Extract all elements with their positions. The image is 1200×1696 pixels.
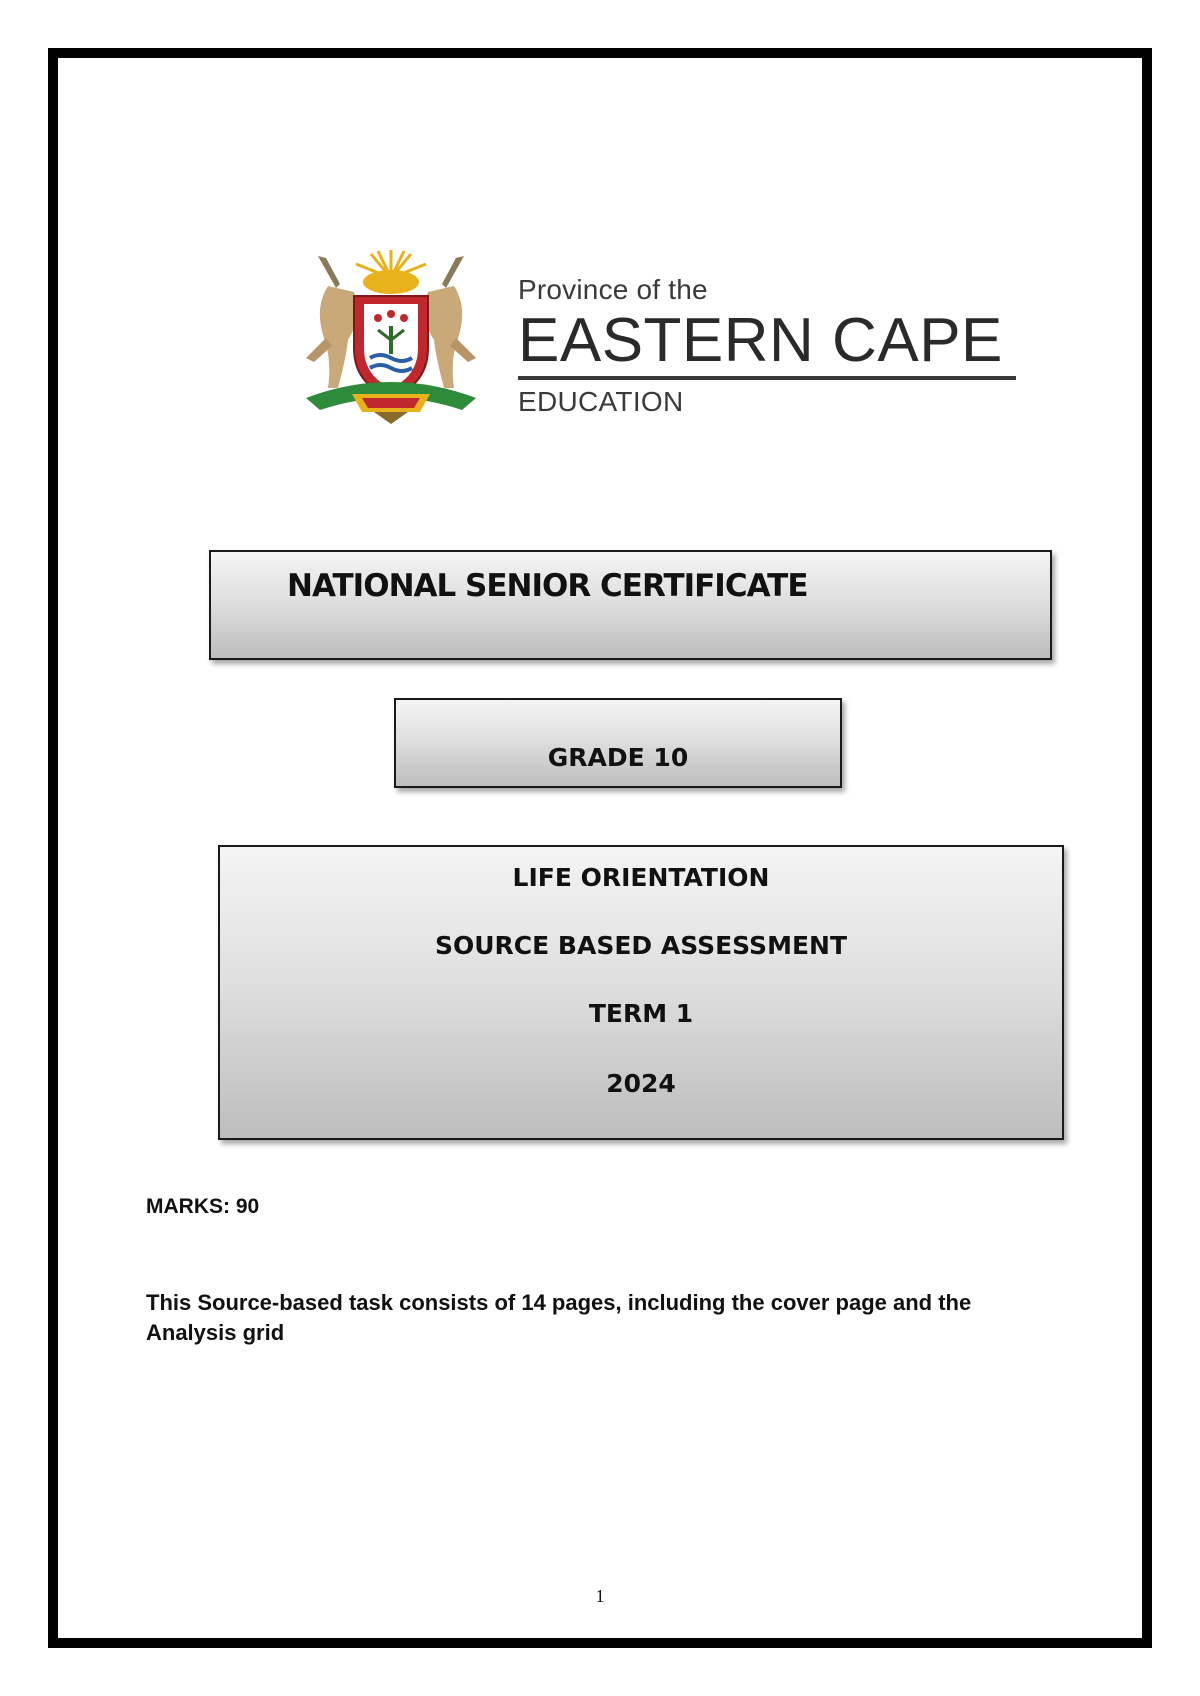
logo-divider bbox=[518, 376, 1016, 380]
logo-province-text: Province of the bbox=[518, 274, 708, 305]
subject-title: LIFE ORIENTATION bbox=[512, 863, 770, 892]
marks-text: MARKS: 90 bbox=[146, 1195, 260, 1218]
logo-wordmark bbox=[518, 274, 1016, 418]
assessment-type: SOURCE BASED ASSESSMENT bbox=[434, 931, 847, 960]
grade-label: GRADE 10 bbox=[547, 743, 689, 772]
year-label: 2024 bbox=[606, 1069, 676, 1098]
page-number: 1 bbox=[595, 1586, 605, 1606]
grade-box bbox=[394, 698, 842, 788]
logo-education-text: EDUCATION bbox=[518, 386, 684, 417]
eastern-cape-education-logo bbox=[266, 248, 1026, 428]
certificate-box bbox=[209, 550, 1052, 660]
task-description: This Source-based task consists of 14 pages, including the cover page and the Analysis grid bbox=[146, 1290, 972, 1345]
certificate-title: NATIONAL SENIOR CERTIFICATE bbox=[287, 568, 808, 604]
term-label: TERM 1 bbox=[588, 999, 694, 1028]
subject-box bbox=[218, 845, 1064, 1140]
logo-eastern-cape-text: EASTERN CAPE bbox=[518, 306, 1003, 375]
coat-of-arms-icon bbox=[266, 248, 516, 428]
